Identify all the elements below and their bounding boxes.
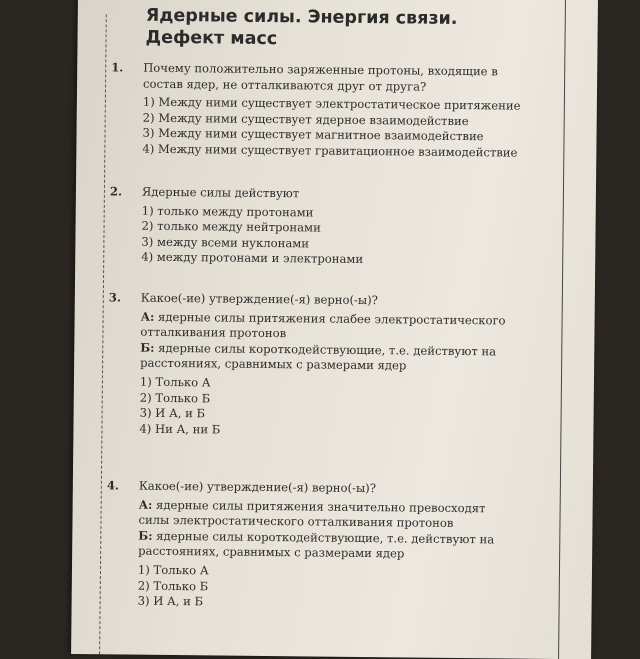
- question-2: [109, 184, 550, 270]
- question-text: Ядерные силы действуют: [141, 184, 300, 201]
- answer-option: 4) Ни А, ни Б: [139, 421, 221, 437]
- answer-option: 4) между протонами и электронами: [141, 250, 364, 267]
- answer-option: 1) только между протонами: [141, 203, 314, 220]
- answer-option: 3) Между ними существует магнитное взаимодействие: [142, 126, 484, 144]
- statement-text: расстояниях, сравнимых с размерами ядер: [140, 356, 407, 373]
- answer-option: 1) Между ними существует электростатическое притяжение: [142, 94, 521, 113]
- question-text: Какое(-ие) утверждение(-я) верно(-ы)?: [140, 290, 379, 308]
- statement-text: ядерные силы короткодействующие, т.е. действуют на: [158, 340, 497, 359]
- question-number: 4.: [106, 478, 120, 493]
- statement-label: Б:: [138, 528, 153, 543]
- answer-option: 3) И А, и Б: [139, 405, 206, 421]
- statement-text: расстояниях, сравнимых с размерами ядер: [138, 544, 405, 561]
- statement-text: ядерные силы притяжения значительно превосходят: [156, 497, 486, 515]
- statement-label: А:: [140, 309, 155, 324]
- paper-sheet: [71, 0, 598, 659]
- answer-option: 2) Только Б: [137, 578, 209, 593]
- question-1: [110, 60, 551, 161]
- answer-option: 3) И А, и Б: [137, 593, 204, 609]
- statement-text: ядерные силы короткодействующие, т.е. действуют на: [156, 528, 495, 547]
- question-text: состав ядер, не отталкиваются друг от друга?: [142, 76, 427, 94]
- question-3: [107, 290, 549, 441]
- right-margin-line: [558, 0, 566, 659]
- answer-option: 4) Между ними существует гравитационное взаимодействие: [142, 141, 518, 160]
- title-line-1: Ядерные силы. Энергия связи.: [145, 5, 458, 29]
- page-title: [145, 5, 457, 52]
- question-number: 1.: [111, 60, 124, 75]
- question-text: Почему положительно заряженные протоны, входящие в: [143, 60, 498, 79]
- answer-option: 1) Только А: [139, 374, 211, 390]
- title-line-2: Дефект масс: [145, 27, 278, 50]
- answer-option: 2) Только Б: [139, 390, 211, 405]
- statement-text: ядерные силы притяжения слабее электростатического: [157, 309, 506, 328]
- answer-option: 3) между всеми нуклонами: [141, 234, 310, 251]
- statement-label: Б:: [140, 340, 155, 355]
- statement-label: А:: [138, 497, 153, 512]
- answer-option: 2) только между нейтронами: [141, 218, 321, 235]
- question-4: [106, 478, 547, 613]
- statement-text: силы электростатического отталкивания протонов: [138, 512, 454, 531]
- answer-option: 1) Только А: [137, 562, 209, 578]
- statement-text: отталкивания протонов: [140, 324, 287, 341]
- question-number: 3.: [108, 290, 122, 305]
- question-number: 2.: [109, 184, 123, 199]
- question-text: Какое(-ие) утверждение(-я) верно(-ы)?: [138, 478, 377, 496]
- answer-option: 2) Между ними существует ядерное взаимодействие: [142, 110, 469, 128]
